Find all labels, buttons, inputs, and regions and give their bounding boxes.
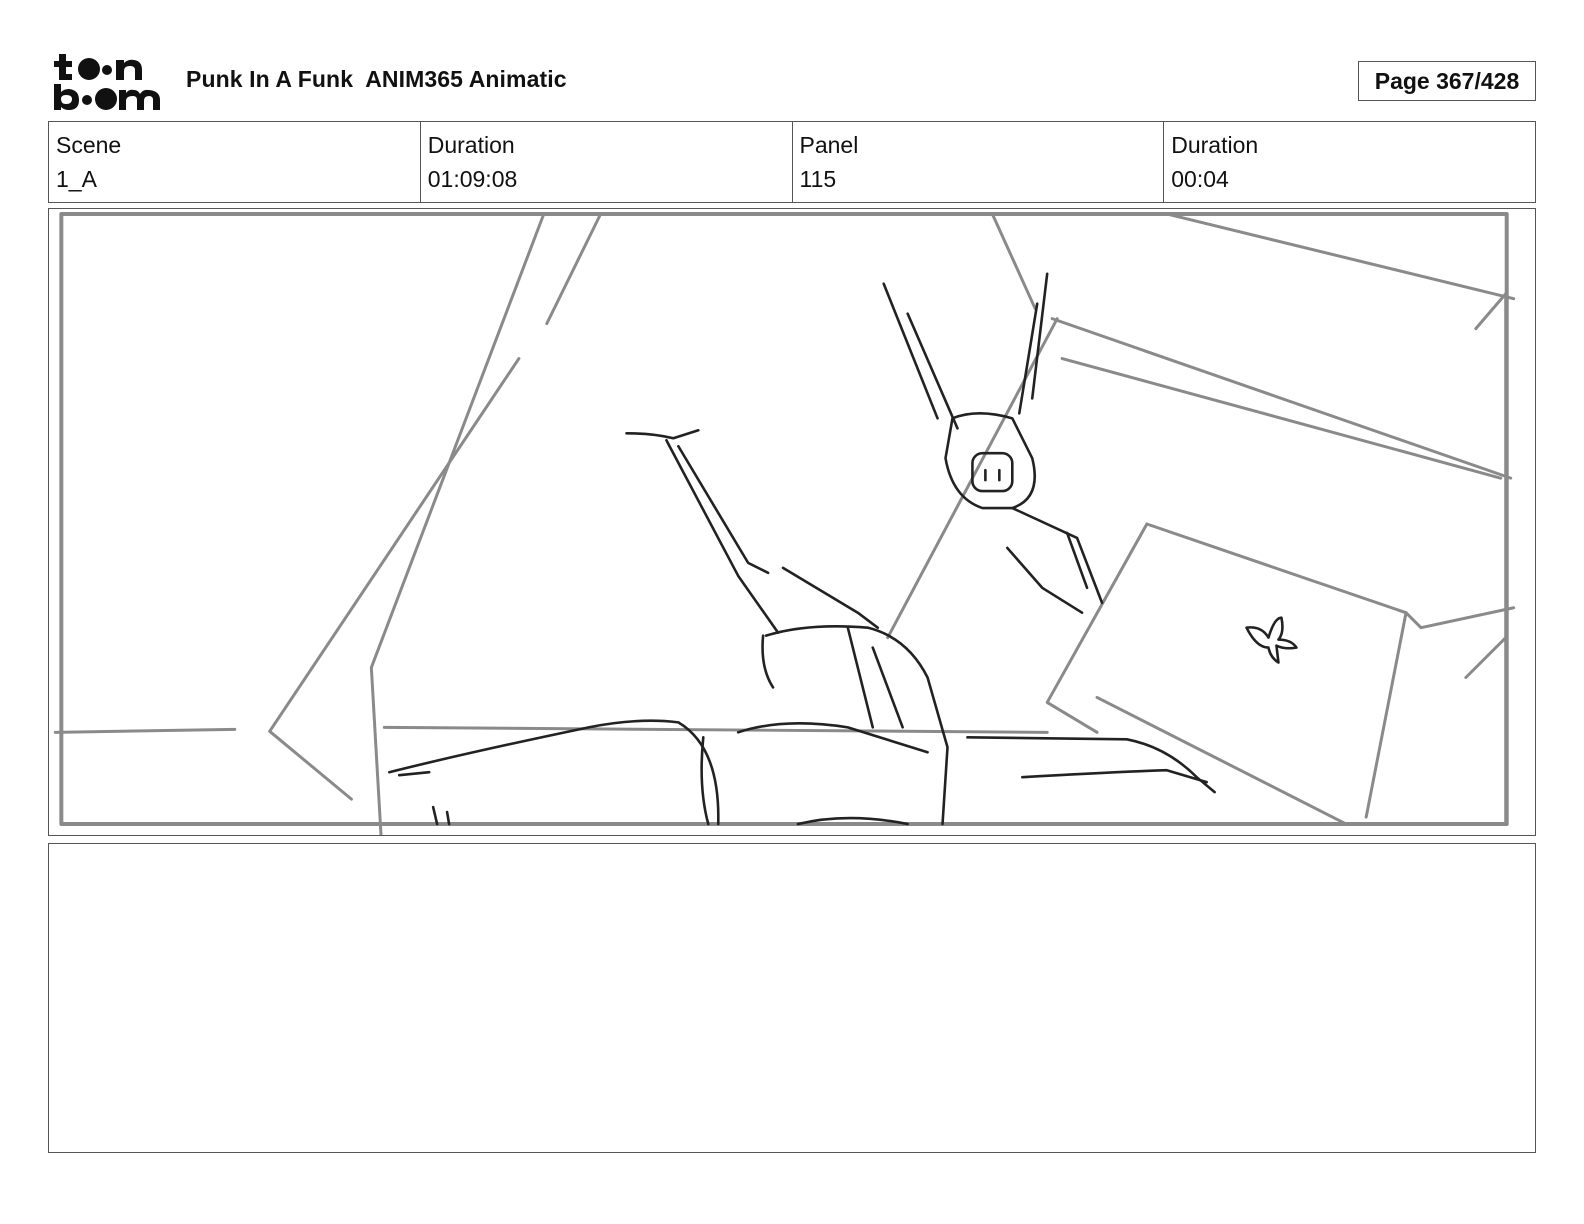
notes-area [48, 843, 1536, 1153]
project-title: Punk In A Funk ANIM365 Animatic [186, 66, 567, 92]
scene-duration-value: 01:09:08 [427, 166, 518, 192]
page-label: Page 367/428 [1374, 67, 1520, 94]
panel-cell [792, 122, 1164, 202]
page-indicator [1358, 61, 1536, 101]
panel-sketch-image [49, 209, 1535, 835]
scene-cell [49, 122, 420, 202]
scene-value: 1_A [56, 166, 97, 192]
scene-duration-label: Duration [427, 132, 515, 158]
panel-duration-label: Duration [1171, 132, 1259, 158]
panel-duration-cell [1163, 122, 1535, 202]
panel-duration-value: 00:04 [1171, 166, 1229, 192]
scene-label: Scene [56, 132, 122, 158]
storyboard-panel [48, 208, 1536, 836]
panel-label: Panel [799, 132, 859, 158]
info-table [48, 121, 1536, 203]
toon-boom-logo-mark [52, 52, 164, 112]
panel-value: 115 [799, 166, 837, 192]
toon-boom-logo [52, 52, 164, 112]
scene-duration-cell [420, 122, 792, 202]
